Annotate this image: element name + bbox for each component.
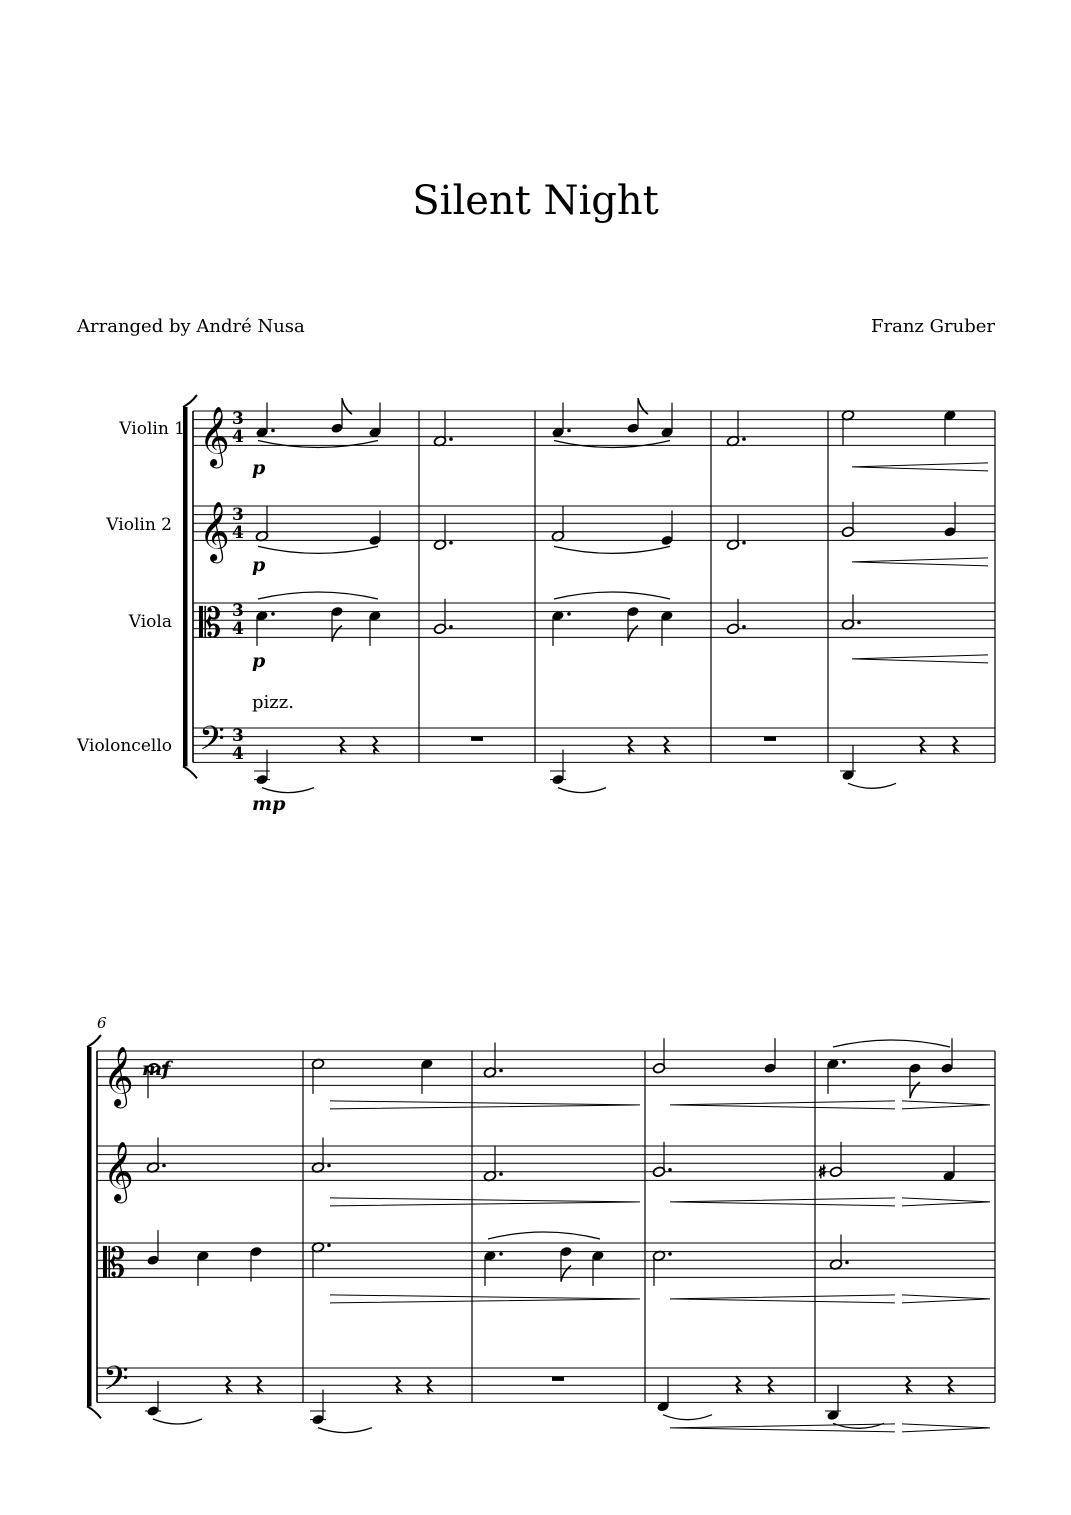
slur	[833, 1040, 950, 1047]
violin2-dynamic: p	[252, 554, 266, 576]
composer-credit: Franz Gruber	[871, 316, 995, 337]
tie	[558, 788, 606, 793]
clefs	[103, 406, 230, 1405]
time-sig-num-vln2: 3	[232, 505, 244, 525]
whole-rest-icon	[552, 1377, 564, 1381]
diminuendo-hairpin	[330, 1101, 640, 1109]
system-bracket	[87, 1047, 92, 1406]
whole-rest-icon	[764, 737, 776, 741]
viola-dynamic: p	[252, 650, 266, 672]
time-sig-den-vln1: 4	[232, 427, 244, 447]
cello-pizz-marking: pizz.	[252, 692, 294, 713]
crescendo-hairpin	[670, 1198, 895, 1206]
treble-clef-icon: 𝄞	[199, 501, 230, 562]
time-sig-den-vla: 4	[232, 619, 244, 639]
diminuendo-hairpin	[330, 1295, 640, 1303]
diminuendo-hairpin	[902, 1295, 990, 1303]
crescendo-hairpin	[852, 558, 988, 566]
slur	[258, 546, 378, 553]
dot	[842, 1060, 846, 1064]
time-sig-den-vln2: 4	[232, 523, 244, 543]
crescendo-hairpin	[670, 1295, 895, 1303]
tie	[318, 1428, 372, 1433]
cello-dynamic-m6: mf	[142, 1058, 171, 1080]
tie	[262, 788, 314, 793]
bracket-hook-top	[183, 395, 197, 407]
diminuendo-hairpin	[902, 1101, 990, 1109]
diminuendo-hairpin	[330, 1198, 640, 1206]
dot	[162, 1164, 166, 1168]
notes	[145, 398, 957, 1425]
alto-clef-icon: 𝄡	[103, 1240, 126, 1287]
instrument-label-violoncello: Violoncello	[77, 736, 172, 756]
staff-lines	[97, 411, 995, 1402]
flag	[332, 626, 342, 642]
dot	[668, 1252, 672, 1256]
bass-clef-icon: 𝄢	[103, 1359, 129, 1406]
alto-clef-icon: 𝄡	[199, 600, 222, 647]
time-sig-num-vc: 3	[232, 726, 244, 746]
treble-clef-icon: 𝄞	[103, 1141, 134, 1202]
hairpins	[330, 463, 990, 1432]
dot	[567, 612, 571, 616]
dot	[499, 1069, 503, 1073]
tie	[663, 1415, 712, 1420]
dot	[499, 1252, 503, 1256]
flag	[342, 398, 352, 414]
dot	[742, 541, 746, 545]
dot	[567, 429, 571, 433]
dot	[499, 1172, 503, 1176]
crescendo-hairpin	[852, 463, 988, 471]
dot	[327, 1164, 331, 1168]
flag	[561, 1266, 571, 1282]
flag	[638, 398, 648, 414]
treble-clef-icon: 𝄞	[103, 1046, 134, 1107]
dot	[742, 625, 746, 629]
dot	[449, 625, 453, 629]
sharp-icon: ♯	[818, 1161, 827, 1183]
bracket-hook-bottom	[87, 1406, 101, 1418]
dot	[327, 1244, 331, 1248]
instrument-label-violin-2: Violin 2	[106, 515, 172, 535]
bass-clef-icon: 𝄢	[199, 719, 225, 766]
time-sig-num-vla: 3	[232, 601, 244, 621]
dot	[742, 437, 746, 441]
bracket-hook-top	[87, 1035, 101, 1047]
measure-number: 6	[97, 1014, 107, 1032]
slur	[258, 441, 378, 448]
dot	[449, 437, 453, 441]
barlines	[97, 411, 995, 1402]
dot	[668, 1168, 672, 1172]
tie	[153, 1419, 202, 1424]
slur	[554, 592, 670, 599]
system-bracket	[183, 407, 188, 766]
time-sig-den-vc: 4	[232, 744, 244, 764]
dot	[271, 429, 275, 433]
time-sig-num-vln1: 3	[232, 409, 244, 429]
diminuendo-hairpin	[902, 1198, 990, 1206]
instrument-label-viola: Viola	[128, 612, 172, 632]
page-title: Silent Night	[412, 178, 659, 224]
arranger-credit: Arranged by André Nusa	[77, 316, 305, 337]
slur	[258, 592, 378, 599]
tie	[848, 783, 896, 788]
crescendo-hairpin	[852, 655, 988, 663]
slur	[488, 1232, 600, 1239]
flag	[910, 1082, 920, 1098]
cello-dynamic: mp	[252, 793, 286, 815]
dot	[449, 541, 453, 545]
dot	[271, 612, 275, 616]
bracket-hook-bottom	[183, 766, 197, 778]
slurs	[153, 441, 950, 1433]
whole-rest-icon	[471, 737, 483, 741]
violin1-dynamic: p	[252, 457, 266, 479]
instrument-label-violin-1: Violin 1	[119, 419, 185, 439]
crescendo-hairpin	[670, 1101, 895, 1109]
treble-clef-icon: 𝄞	[199, 406, 230, 467]
flag	[628, 626, 638, 642]
slur	[554, 441, 670, 448]
dot	[857, 621, 861, 625]
slur	[554, 546, 670, 553]
diminuendo-hairpin	[902, 1424, 990, 1432]
dot	[845, 1261, 849, 1265]
